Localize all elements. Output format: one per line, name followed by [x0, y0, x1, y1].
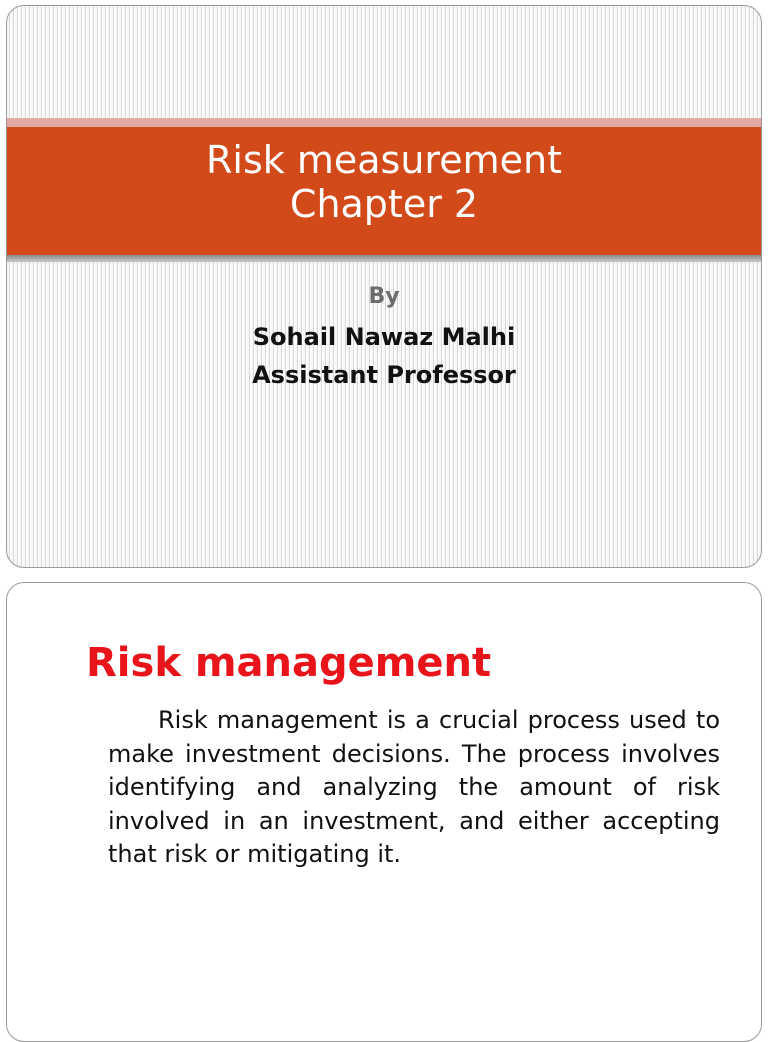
slide-heading: Risk management [86, 640, 492, 686]
byline [7, 282, 761, 394]
slide-title-line-1: Risk measurement [206, 138, 562, 182]
slide-body-text: Risk management is a crucial process used to make investment decisions. The process involves identifying and analyzing the amount of risk involved in an investment, and either accepting that risk or mitigating it. [108, 706, 720, 868]
author-role: Assistant Professor [252, 361, 516, 389]
slide-title [7, 138, 761, 226]
slide-title-line-2: Chapter 2 [289, 182, 479, 226]
title-band-top-stripe [7, 118, 761, 127]
content-slide[interactable] [6, 582, 762, 1042]
title-band-shadow [7, 255, 761, 262]
byline-by: By [368, 284, 400, 309]
title-slide[interactable] [6, 5, 762, 568]
author-name: Sohail Nawaz Malhi [252, 323, 516, 351]
